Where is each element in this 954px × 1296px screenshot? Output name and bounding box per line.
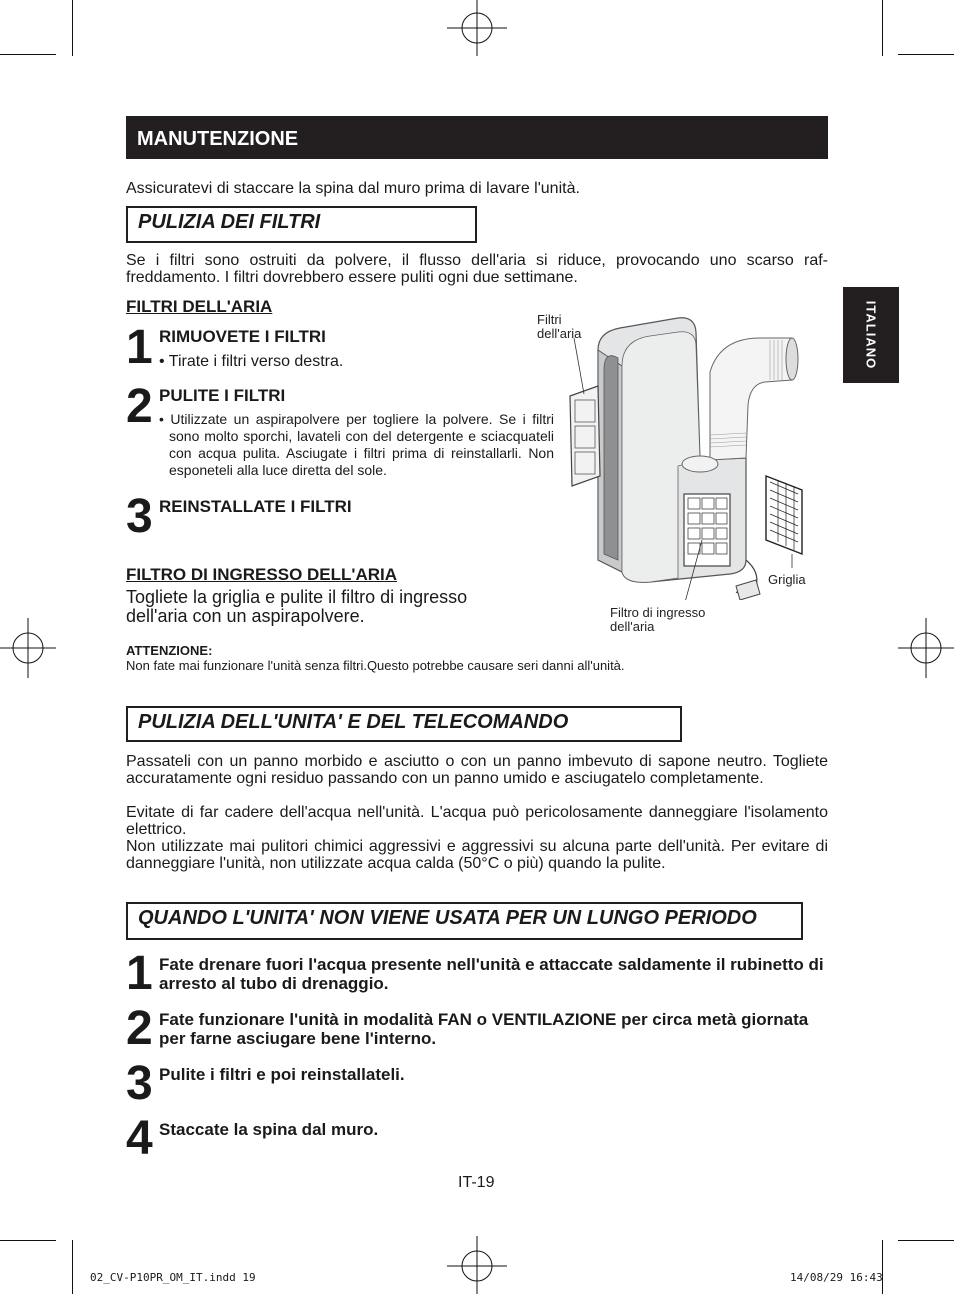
- section-header: MANUTENZIONE: [126, 116, 828, 159]
- footer-timestamp: 14/08/29 16:43: [790, 1271, 883, 1284]
- label-grille: Griglia: [768, 572, 806, 587]
- step-title: REINSTALLATE I FILTRI: [159, 497, 352, 516]
- caution-text: Non fate mai funzionare l'unità senza filtri.Questo potrebbe causare seri danni all'unità.: [126, 658, 625, 673]
- step-number: 2: [126, 1002, 153, 1055]
- step-title: PULITE I FILTRI: [159, 386, 286, 405]
- unit-cleaning-p3: Non utilizzate mai pulitori chimici aggressivi e aggressivi su alcuna parte dell'unità. Per evitare di danneggiare l'unità, non utilizzate acqua calda (50°C o più) quando la pulite.: [126, 838, 828, 872]
- crop-mark: [72, 1240, 73, 1294]
- registration-mark: [898, 618, 954, 678]
- step-number: 4: [126, 1112, 153, 1165]
- registration-mark: [447, 0, 507, 60]
- page-number: IT-19: [458, 1174, 495, 1191]
- registration-mark: [0, 618, 56, 678]
- unit-cleaning-p1: Passateli con un panno morbido e asciutto o con un panno imbevuto di sapone neutro. Togliete accuratamente ogni residuo passando con un panno umido e asciugatelo completamente.: [126, 753, 828, 787]
- step-number: 3: [126, 1057, 153, 1110]
- step-body: • Utilizzate un aspirapolvere per togliere la polvere. Se i filtri sono molto sporchi, lavateli con del detergente e sciacquateli con acqua pulita. Asciugate i filtri prima di reinstallarli. Non esponeteli alla luce diretta del sole.: [159, 411, 554, 478]
- language-tab: [843, 287, 899, 383]
- intake-filter-text: Togliete la griglia e pulite il filtro di ingresso dell'aria con un aspirapolvere.: [126, 587, 468, 626]
- crop-mark: [898, 54, 954, 55]
- unit-cleaning-p2: Evitate di far cadere dell'acqua nell'unità. L'acqua può pericolosamente danneggiare l'isolamento elettrico.: [126, 804, 828, 838]
- long-period-step: Fate funzionare l'unità in modalità FAN o VENTILAZIONE per circa metà giornata per farne asciugare bene l'interno.: [159, 1010, 809, 1048]
- crop-mark: [898, 1240, 954, 1241]
- step-body: • Tirate i filtri verso destra.: [159, 353, 344, 370]
- long-period-step: Pulite i filtri e poi reinstallateli.: [159, 1065, 405, 1084]
- air-conditioner-illustration: [560, 310, 820, 600]
- crop-mark: [882, 1240, 883, 1294]
- registration-mark: [447, 1236, 507, 1296]
- filters-title: PULIZIA DEI FILTRI: [126, 206, 477, 243]
- intake-filter-heading: FILTRO DI INGRESSO DELL'ARIA: [126, 565, 398, 584]
- long-period-title: QUANDO L'UNITA' NON VIENE USATA PER UN LUNGO PERIODO: [126, 902, 803, 940]
- footer-file: 02_CV-P10PR_OM_IT.indd 19: [90, 1271, 256, 1284]
- crop-mark: [0, 1240, 56, 1241]
- step-number: 2: [126, 380, 153, 433]
- intro-text: Assicuratevi di staccare la spina dal muro prima di lavare l'unità.: [126, 180, 580, 197]
- step-number: 3: [126, 490, 153, 543]
- crop-mark: [882, 0, 883, 56]
- filters-description: Se i filtri sono ostruiti da polvere, il flusso dell'aria si riduce, provocando uno scarso raffreddamento. I filtri dovrebbero essere puliti ogni due settimane.: [126, 252, 828, 286]
- crop-mark: [0, 54, 56, 55]
- caution-label: ATTENZIONE:: [126, 643, 213, 658]
- label-air-filters: Filtri dell'aria: [537, 312, 582, 341]
- language-tab-label: ITALIANO: [863, 300, 879, 370]
- long-period-step: Fate drenare fuori l'acqua presente nell'unità e attaccate saldamente il rubinetto di arresto al tubo di drenaggio.: [159, 955, 824, 993]
- long-period-step: Staccate la spina dal muro.: [159, 1120, 379, 1139]
- label-intake-filter: Filtro di ingresso dell'aria: [610, 605, 706, 634]
- air-filters-heading: FILTRI DELL'ARIA: [126, 297, 273, 316]
- step-number: 1: [126, 321, 153, 374]
- step-title: RIMUOVETE I FILTRI: [159, 327, 326, 346]
- crop-mark: [72, 0, 73, 56]
- step-number: 1: [126, 947, 153, 1000]
- unit-cleaning-title: PULIZIA DELL'UNITA' E DEL TELECOMANDO: [126, 706, 682, 742]
